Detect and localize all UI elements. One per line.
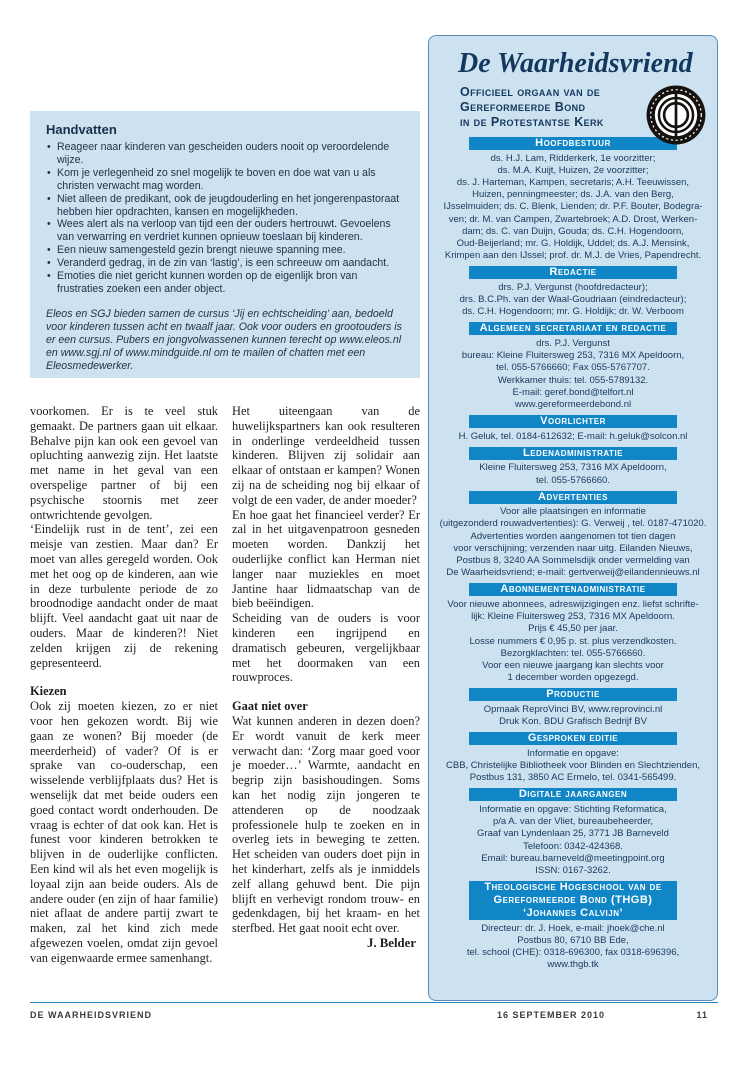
colophon-section-header: Digitale jaargangen [469,788,677,801]
colophon-section [436,137,710,262]
colophon-section-header: Voorlichter [469,415,677,428]
article-columns [30,404,420,965]
subheading-kiezen: Kiezen [30,684,67,699]
handvatten-note: Eleos en SGJ bieden samen de cursus ‘Jij en echtscheiding’ aan, bedoeld voor kinderen tussen acht en twaalf jaar. Ook voor ouders en grootouders is er een cursus. Pubers en jongvolwassenen kunnen terecht op www.eleos.nl en www.sgj.nl of www.mindguide.nl om te mailen of chatten met een Eleosmedewerker. [46,307,402,372]
colophon-section-body: drs. P.J. Vergunst bureau: Kleine Fluitersweg 253, 7316 MX Apeldoorn, tel. 055-5766660; Fax 055-5767707. Werkkamer thuis: tel. 055-5789132. E-mail: geref.bond@telfort.nl www.gereformeerdebond.nl [461,337,685,410]
bullet-text: Reageer naar kinderen van gescheiden ouders nooit op veroordelende wijze. [57,141,390,166]
colophon-section-header: Advertenties [469,491,677,504]
bullet-text: Wees alert als na verloop van tijd een der ouders hertrouwt. Gevoelens van verwarring en verdriet kunnen opnieuw toeslaan bij kinderen. [57,218,391,244]
article-author: J. Belder [366,935,416,950]
article-paragraph: Het uiteengaan van de huwelijkspartners kan ook resulteren in onderlinge verdeeldheid tussen kinderen. Blijven zij solidair aan elkaar of ontstaan er kampen? Wonen zij na de scheiding nog bij elkaar of volgt de een vader, de ander moeder? [232,404,420,507]
colophon-section-body: Informatie en opgave: CBB, Christelijke Bibliotheek voor Blinden en Slechtzienden, Postbus 131, 3850 AC Ermelo, tel. 0341-565499. [446,747,700,784]
bullet-text: Veranderd gedrag, in de zin van ‘lastig’, is een schreeuw om aandacht. [57,257,390,270]
gereformeerde-bond-seal-icon [645,84,707,146]
handvatten-bullet-item [46,167,404,193]
colophon-section-body: ds. H.J. Lam, Ridderkerk, 1e voorzitter; ds. M.A. Kuijt, Huizen, 2e voorzitter; ds. J. Harteman, Kampen, secretaris; A.H. Teeuwissen, Huizen, penningmeester; ds. J.A. van den Berg, IJsselmuiden; ds. C. Blenk, Lienden; dr. P.F. Bouter, Bodegra- ven; dr. M. van Campen, Zwartebroek; A.D. Drost, Werken- dam; ds. C. van Duijn, Gouda; ds. C.H. Hogendoorn, Oud-Beijerland; mr. G. Holdijk, Uddel; ds. A.J. Mensink, Krimpen aan den IJssel; prof. dr. M.J. de Vries, Papendrecht. [443,152,703,262]
article-paragraph: En hoe gaat het financieel verder? Er zal in het uitgavenpatroon gesneden moeten worden. Dankzij het ouderlijke conflict kan Herman niet langer naar muziekles en moet Jantine haar lidmaatschap van de bieb beëindigen. [232,507,420,611]
article-column-2 [232,404,420,965]
colophon-section [436,583,710,684]
colophon-section-header: Productie [469,688,677,701]
article-paragraph: voorkomen. Er is te veel stuk gemaakt. De partners gaan uit elkaar. Behalve pijn kan ook een gevoel van opluchting aanwezig zijn. Het laatste met name in het geval van een overspelige partner of bij een psychische stoornis met zeer ontwrichtende gevolgen. [30,404,218,522]
footer-date: 16 SEPTEMBER 2010 [497,1010,606,1020]
bullet-text: Niet alleen de predikant, ook de jeugdouderling en het jongerenpastoraat hebben hier opdrachten, kansen en mogelijkheden. [57,192,400,218]
colophon-section-header: Theologische Hogeschool van de Gereformeerde Bond (THGB) ‘Johannes Calvijn’ [469,881,677,920]
magazine-subtitle: Officieel orgaan van de Gereformeerde Bond in de Protestantse Kerk [460,85,604,129]
colophon-section [436,688,710,728]
colophon-section [436,447,710,487]
colophon-section [436,266,710,318]
colophon-section-body: Directeur: dr. J. Hoek, e-mail: jhoek@che.nl Postbus 80, 6710 BB Ede, tel. school (CHE): 0318-696300, fax 0318-696396, www.thgb.tk [466,922,680,971]
footer-magazine-name: DE WAARHEIDSVRIEND [30,1010,153,1020]
colophon-section-header: Abonnementenadministratie [469,583,677,596]
handvatten-bullets [46,141,404,296]
colophon-section-body: Voor alle plaatsingen en informatie (uitgezonderd rouwadvertenties): G. Verweij , tel. 0187-471020. Advertenties worden aangenomen tot tien dagen voor verschijning; verzenden naar uitg. Eilanden Nieuws, Postbus 8, 3240 AA Sommelsdijk onder vermelding van De Waarheidsvriend; e-mail: gertverweij@eilandennieuws.nl [439,506,707,579]
handvatten-bullet-item [46,270,404,296]
handvatten-bullet-item [46,141,404,167]
bullet-text: Emoties die niet gericht kunnen worden op de eigenlijk bron van frustraties zoeken een ander object. [57,270,358,295]
subheading-gaat-niet-over: Gaat niet over [232,699,308,714]
bullet-text: Kom je verlegenheid zo snel mogelijk te boven en doe wat van u als christen verwacht mag worden. [57,166,376,192]
colophon-panel [428,35,718,1001]
colophon-section [436,732,710,784]
colophon-sections [436,137,710,971]
handvatten-bullet-item [46,193,404,219]
colophon-section-header: Hoofdbestuur [469,137,677,150]
handvatten-bullet-item [46,257,404,270]
colophon-section-header: Redactie [469,266,677,279]
article-paragraph: Wat kunnen anderen in dezen doen? Er wordt vanuit de kerk meer verwacht dan: ‘Zorg maar goed voor je moeder…’ Warmte, aandacht en begrip zijn basishoudingen. Soms kan het nodig zijn jongeren te attenderen op de noodzaak professionele hulp te zoeken en in overleg iets in beweging te zetten. Het scheiden van ouders doet pijn in het kinderhart, zelfs als je inmiddels zelf allang gehuwd bent. Die pijn blijft en verhevigt rondom trouw- en gedenkdagen, bij het kraam- en het sterfbed. Het gaat nooit echt over. [232,713,420,936]
article-paragraph: Scheiding van de ouders is voor kinderen een ingrijpend en dramatisch gebeuren, vergelijkbaar met het doormaken van een rouwproces. [232,611,420,685]
colophon-section-body: Informatie en opgave: Stichting Reformatica, p/a A. van der Vliet, bureaubeheerder, Graaf van Lyndenlaan 25, 3771 JB Barneveld Telefoon: 0342-424368. Email: bureau.barneveld@meetingpoint.org ISSN: 0167-3262. [477,803,669,876]
article-paragraph: Ook zij moeten kiezen, zo er niet voor hen gekozen wordt. Bij wie gaan ze wonen? Bij moeder (de meerderheid) of vader? Of is er sprake van co-ouderschap, een wisselende verblijfplaats dus? Het is wenselijk dat met beide ouders een goed contact wordt onderhouden. De vraag is echter of dat ook kan. Het is funest voor kinderen betrokken te blijven in de ouderlijke conflicten. Een kind wil als het even mogelijk is loyaal zijn aan beide ouders. Als de andere ouder (en zijn of haar familie) niet aflaat de andere partij zwart te maken, zal het kind zich mede afgewezen voelen, omdat zijn gevoel van eigenwaarde ermee samenhangt. [30,699,218,965]
colophon-section-body: Kleine Fluitersweg 253, 7316 MX Apeldoorn, tel. 055-5766660. [479,462,667,486]
footer-page-number: 11 [696,1010,708,1020]
handvatten-bullet-item [46,218,404,244]
colophon-section [436,881,710,971]
colophon-section [436,415,710,443]
article-column-1 [30,404,218,965]
colophon-section [436,322,710,411]
page-footer [30,1002,718,1020]
bullet-text: Een nieuw samengesteld gezin brengt nieuwe spanning mee. [57,244,346,257]
article-paragraph: ‘Eindelijk rust in de tent’, zei een meisje van zestien. Maar dan? Er moet van alles geregeld worden. Ook met het oog op de kinderen, aan wie in deze turbulente periode de zo broodnodige aandacht onder de maat blijft. Veel aandacht gaat uit naar de ouders. Maar de kinderen?! Niet zelden krijgen zij de rekening gepresenteerd. [30,522,218,670]
colophon-section-header: Gesproken editie [469,732,677,745]
colophon-section [436,491,710,580]
colophon-section-header: Algemeen secretariaat en redactie [469,322,677,335]
colophon-section-body: Voor nieuwe abonnees, adreswijzigingen enz. liefst schrifte- lijk: Kleine Fluitersweg 253, 7316 MX Apeldoorn. Prijs € 45,50 per jaar. Losse nummers € 0,95 p. st. plus verzendkosten. Bezorgklachten: tel. 055-5766660. Voor een nieuwe jaargang kan slechts voor 1 december worden opgezegd. [447,598,699,684]
colophon-section [436,788,710,877]
colophon-section-header: Ledenadministratie [469,447,677,460]
colophon-section-body: H. Geluk, tel. 0184-612632; E-mail: h.geluk@solcon.nl [458,430,688,442]
magazine-title: De Waarheidsvriend [458,48,693,79]
colophon-section-body: Opmaak ReproVinci BV, www.reprovinci.nl Druk Kon. BDU Grafisch Bedrijf BV [483,703,663,728]
colophon-section-body: drs. P.J. Vergunst (hoofdredacteur); drs. B.C.Ph. van der Waal-Goudriaan (eindredacteur); ds. C.H. Hogendoorn; mr. G. Holdijk; dr. W. Verboom [459,281,687,318]
handvatten-box [30,111,420,378]
handvatten-title: Handvatten [46,122,117,137]
handvatten-bullet-item [46,244,404,257]
